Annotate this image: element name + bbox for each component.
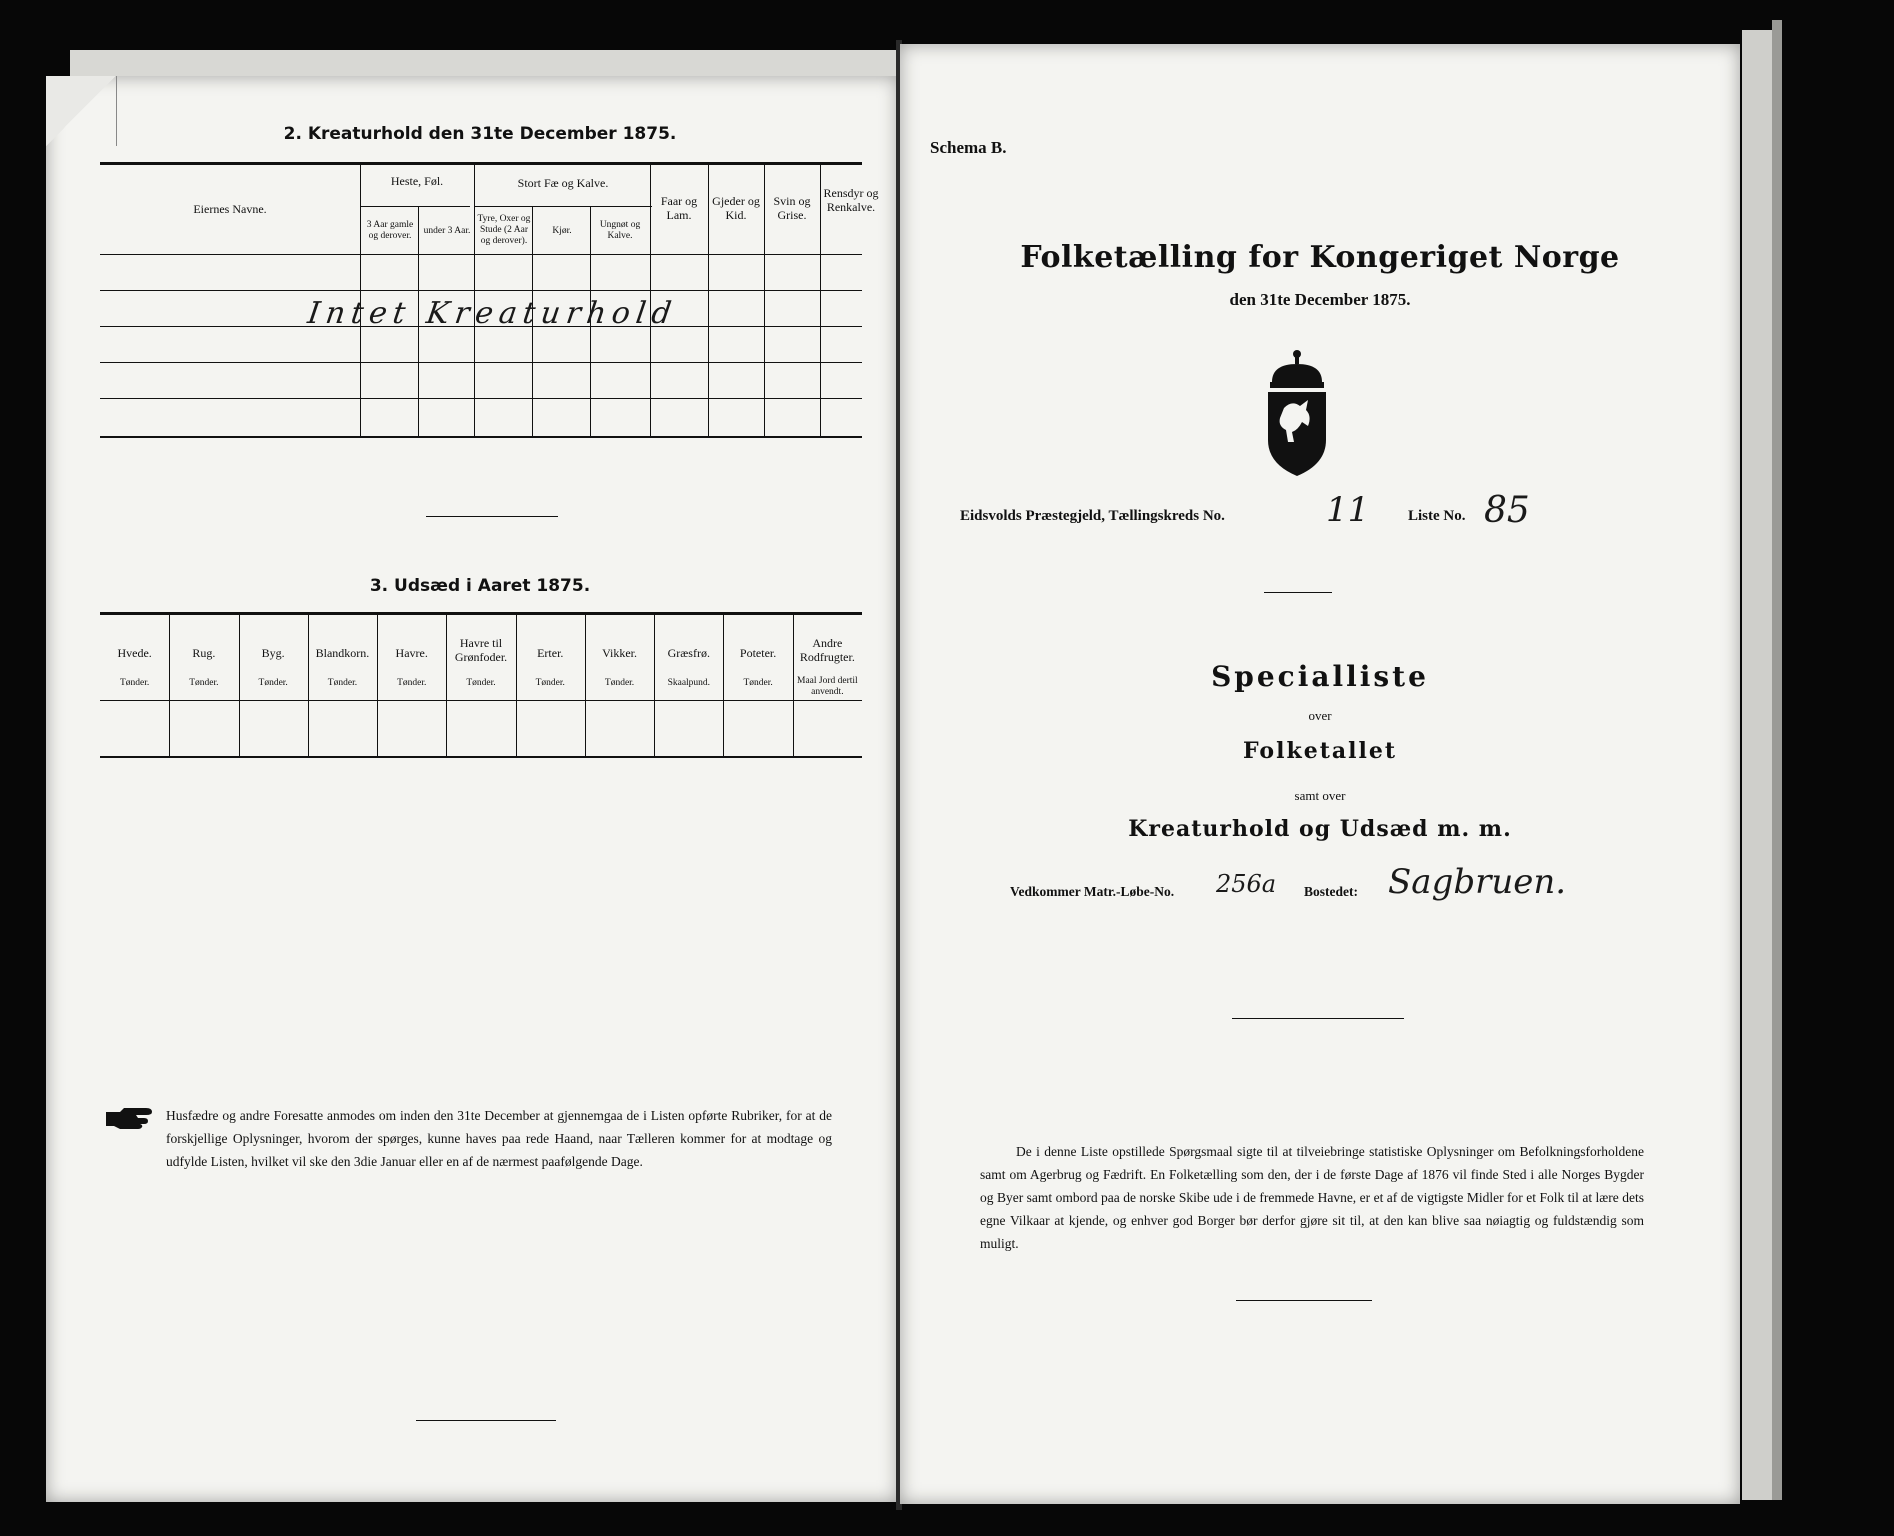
sowing-col-divider [239, 612, 240, 756]
col-cattle-young: Ungnøt og Kalve. [599, 220, 641, 241]
population-title: Folketallet [1243, 738, 1397, 764]
col-pigs: Svin og Grise. [773, 194, 811, 222]
col-cattle-cows: Kjør. [552, 226, 572, 236]
sowing-col-divider [308, 612, 309, 756]
sowing-col-divider [585, 612, 586, 756]
sowing-col-unit: Tønder. [327, 678, 358, 688]
col-horses: Heste, Føl. [390, 174, 444, 188]
pointing-hand-icon [104, 1106, 158, 1136]
parish-line [960, 508, 1225, 525]
col-cattle-bulls: Tyre, Oxer og Stude (2 Aar og derover). [477, 214, 531, 246]
district-number: 11 [1326, 490, 1370, 530]
norway-coat-of-arms-icon [1262, 348, 1332, 482]
livestock-sowing-title: Kreaturhold og Udsæd m. m. [1128, 816, 1512, 842]
bottom-divider-right [1236, 1300, 1372, 1301]
section2-title: 2. Kreaturhold den 31te December 1875. [283, 124, 677, 144]
bostedet-value: Sagbruen. [1388, 862, 1567, 902]
col-reindeer: Rensdyr og Renkalve. [823, 186, 879, 214]
sowing-col-name: Poteter. [739, 646, 777, 660]
sowing-col-unit: Maal Jord dertil anvendt. [797, 676, 858, 697]
sowing-col-name: Byg. [261, 646, 285, 660]
sowing-col-name: Havre til Grønfoder. [454, 636, 508, 664]
census-title: Folketælling for Kongeriget Norge [1020, 240, 1620, 275]
parish-label: Eidsvolds Præstegjeld, Tællingskreds No. [960, 508, 1225, 524]
sowing-col-divider [377, 612, 378, 756]
samt-over-label: samt over [1294, 788, 1346, 803]
divider-right-middle [1232, 1018, 1404, 1019]
sowing-col-name: Græsfrø. [667, 646, 710, 660]
list-number: 85 [1484, 490, 1530, 531]
instruction-notice: Husfædre og andre Foresatte anmodes om inden den 31te December at gjennemgaa de i Listen opførte Rubriker, for at de forskjellige Oplysninger, hvorom der spørges, kunne haves paa rede Haand, naar Tælleren kommer for at modtage og udfylde Listen, hvilket vil ske den 3die Januar eller en af de nærmest paafølgende Dage. [166, 1108, 832, 1169]
census-purpose-text: De i denne Liste opstillede Spørgsmaal sigte til at tilveiebringe statistiske Oplysninger om Befolkningsforholdene samt om Agerbrug og Fædrift. En Folketælling som den, der i de første Dage af 1876 vil finde Sted i alle Norges Bygder og Byer samt ombord paa de norske Skibe ude i de fremmede Havne, er et af de vigtigste Midler for et Folk til at lære dets egne Vilkaar at kjende, og enhver god Borger bør derfor gjøre sit til, at den kan blive saa nøiagtig og fuldstændig som muligt. [980, 1144, 1644, 1251]
sowing-col-name: Andre Rodfrugter. [799, 636, 855, 664]
underlying-sheet-edge [1742, 30, 1772, 1500]
divider-after-parish [1264, 592, 1332, 593]
sowing-col-unit: Tønder. [535, 678, 565, 688]
col-horses-under3: under 3 Aar. [423, 226, 471, 236]
sowing-col-divider [793, 612, 794, 756]
bottom-divider-left [416, 1420, 556, 1421]
sowing-col-divider [723, 612, 724, 756]
matr-label: Vedkommer Matr.-Løbe-No. [1010, 884, 1175, 899]
bostedet-label: Bostedet: [1304, 884, 1358, 899]
col-goats: Gjeder og Kid. [712, 194, 760, 222]
sowing-col-unit: Tønder. [189, 678, 219, 688]
col-cattle: Stort Fæ og Kalve. [517, 176, 609, 190]
over-label: over [1308, 708, 1332, 723]
sowing-col-name: Havre. [395, 646, 428, 660]
sowing-col-unit: Tønder. [743, 678, 773, 688]
sowing-col-unit: Tønder. [466, 678, 496, 688]
schema-label: Schema B. [930, 138, 1007, 157]
sowing-col-divider [169, 612, 170, 756]
handwritten-no-livestock: Intet Kreaturhold [305, 296, 680, 331]
sowing-col-name: Vikker. [602, 646, 638, 660]
underlying-sheet-edge-2 [1772, 20, 1782, 1500]
sowing-col-name: Erter. [537, 646, 564, 660]
sowing-col-divider [446, 612, 447, 756]
sowing-col-unit: Skaalpund. [667, 678, 711, 688]
sowing-col-divider [654, 612, 655, 756]
matr-number: 256a [1216, 870, 1277, 898]
census-date: den 31te December 1875. [1229, 290, 1411, 309]
col-owner-names: Eiernes Navne. [193, 202, 267, 216]
sowing-col-unit: Tønder. [258, 678, 288, 688]
sowing-col-unit: Tønder. [397, 678, 427, 688]
sowing-col-unit: Tønder. [604, 678, 635, 688]
divider-line [426, 516, 558, 517]
list-label: Liste No. [1408, 508, 1466, 524]
col-sheep: Faar og Lam. [660, 194, 698, 222]
col-horses-3yr: 3 Aar gamle og derover. [366, 220, 414, 241]
section3-title: 3. Udsæd i Aaret 1875. [369, 576, 591, 596]
sowing-col-name: Rug. [192, 646, 216, 660]
sowing-col-name: Hvede. [117, 646, 152, 660]
special-list-title: Specialliste [1211, 660, 1429, 693]
sowing-col-divider [516, 612, 517, 756]
sowing-col-name: Blandkorn. [315, 646, 370, 660]
sowing-col-unit: Tønder. [119, 678, 150, 688]
folded-corner [46, 76, 117, 146]
